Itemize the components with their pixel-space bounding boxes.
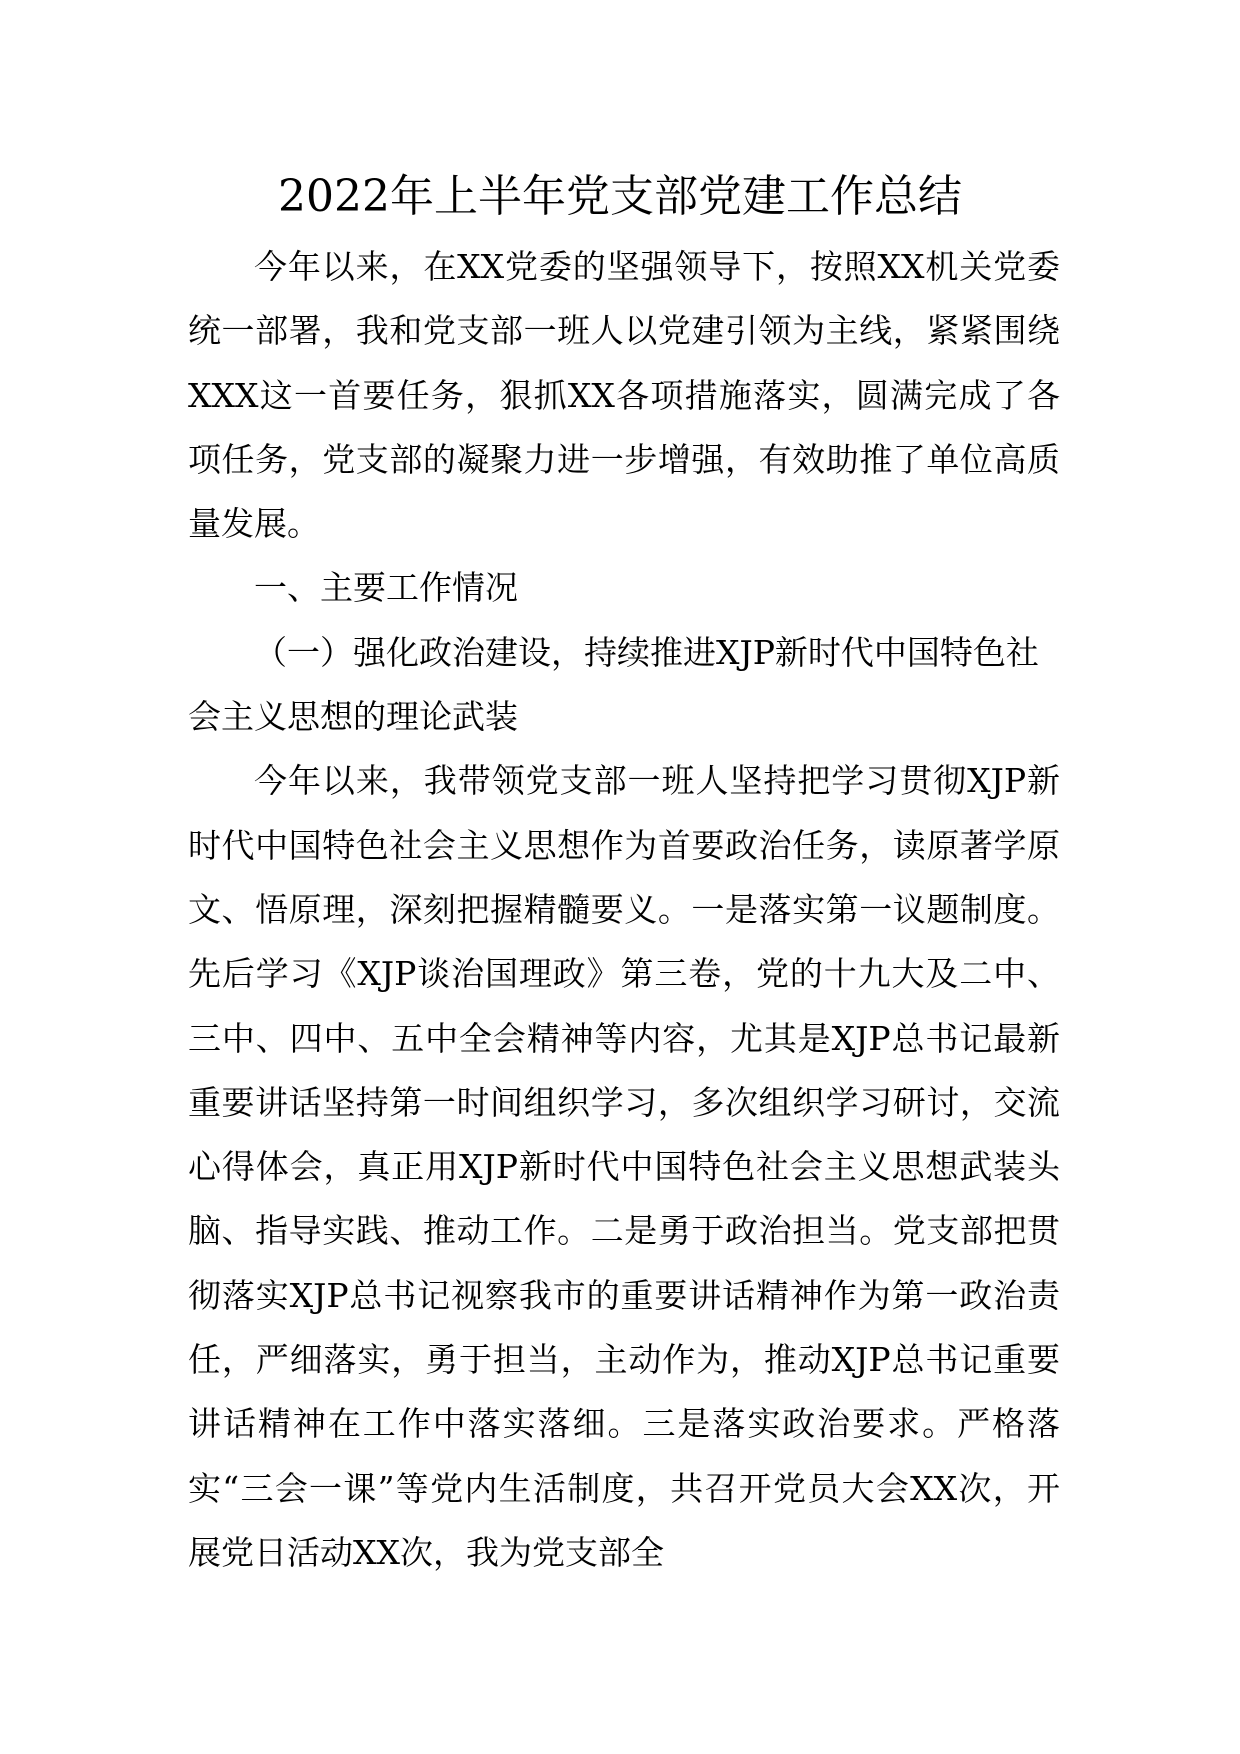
intro-paragraph: 今年以来，在XX党委的坚强领导下，按照XX机关党委统一部署，我和党支部一班人以党建引领为主线，紧紧围绕XXX这一首要任务，狠抓XX各项措施落实，圆满完成了各项任务，党支部的凝聚力进一步增强，有效助推了单位高质量发展。 <box>188 247 1060 544</box>
section-heading: 一、主要工作情况 <box>254 568 518 608</box>
subsection-heading: （一）强化政治建设，持续推进XJP新时代中国特色社会主义思想的理论武装 <box>188 632 1039 737</box>
body-paragraph: 今年以来，我带领党支部一班人坚持把学习贯彻XJP新时代中国特色社会主义思想作为首要政治任务，读原著学原文、悟原理，深刻把握精髓要义。一是落实第一议题制度。先后学习《XJP谈治国理政》第三卷，党的十九大及二中、三中、四中、五中全会精神等内容，尤其是XJP总书记最新重要讲话坚持第一时间组织学习，多次组织学习研讨，交流心得体会，真正用XJP新时代中国特色社会主义思想武装头脑、指导实践、推动工作。二是勇于政治担当。党支部把贯彻落实XJP总书记视察我市的重要讲话精神作为第一政治责任，严细落实，勇于担当，主动作为，推动XJP总书记重要讲话精神在工作中落实落细。三是落实政治要求。严格落实“三会一课”等党内生活制度，共召开党员大会XX次，开展党日活动XX次，我为党支部全 <box>188 761 1060 1572</box>
document-title: 2022年上半年党支部党建工作总结 <box>278 171 962 222</box>
document-body <box>188 235 1060 1585</box>
